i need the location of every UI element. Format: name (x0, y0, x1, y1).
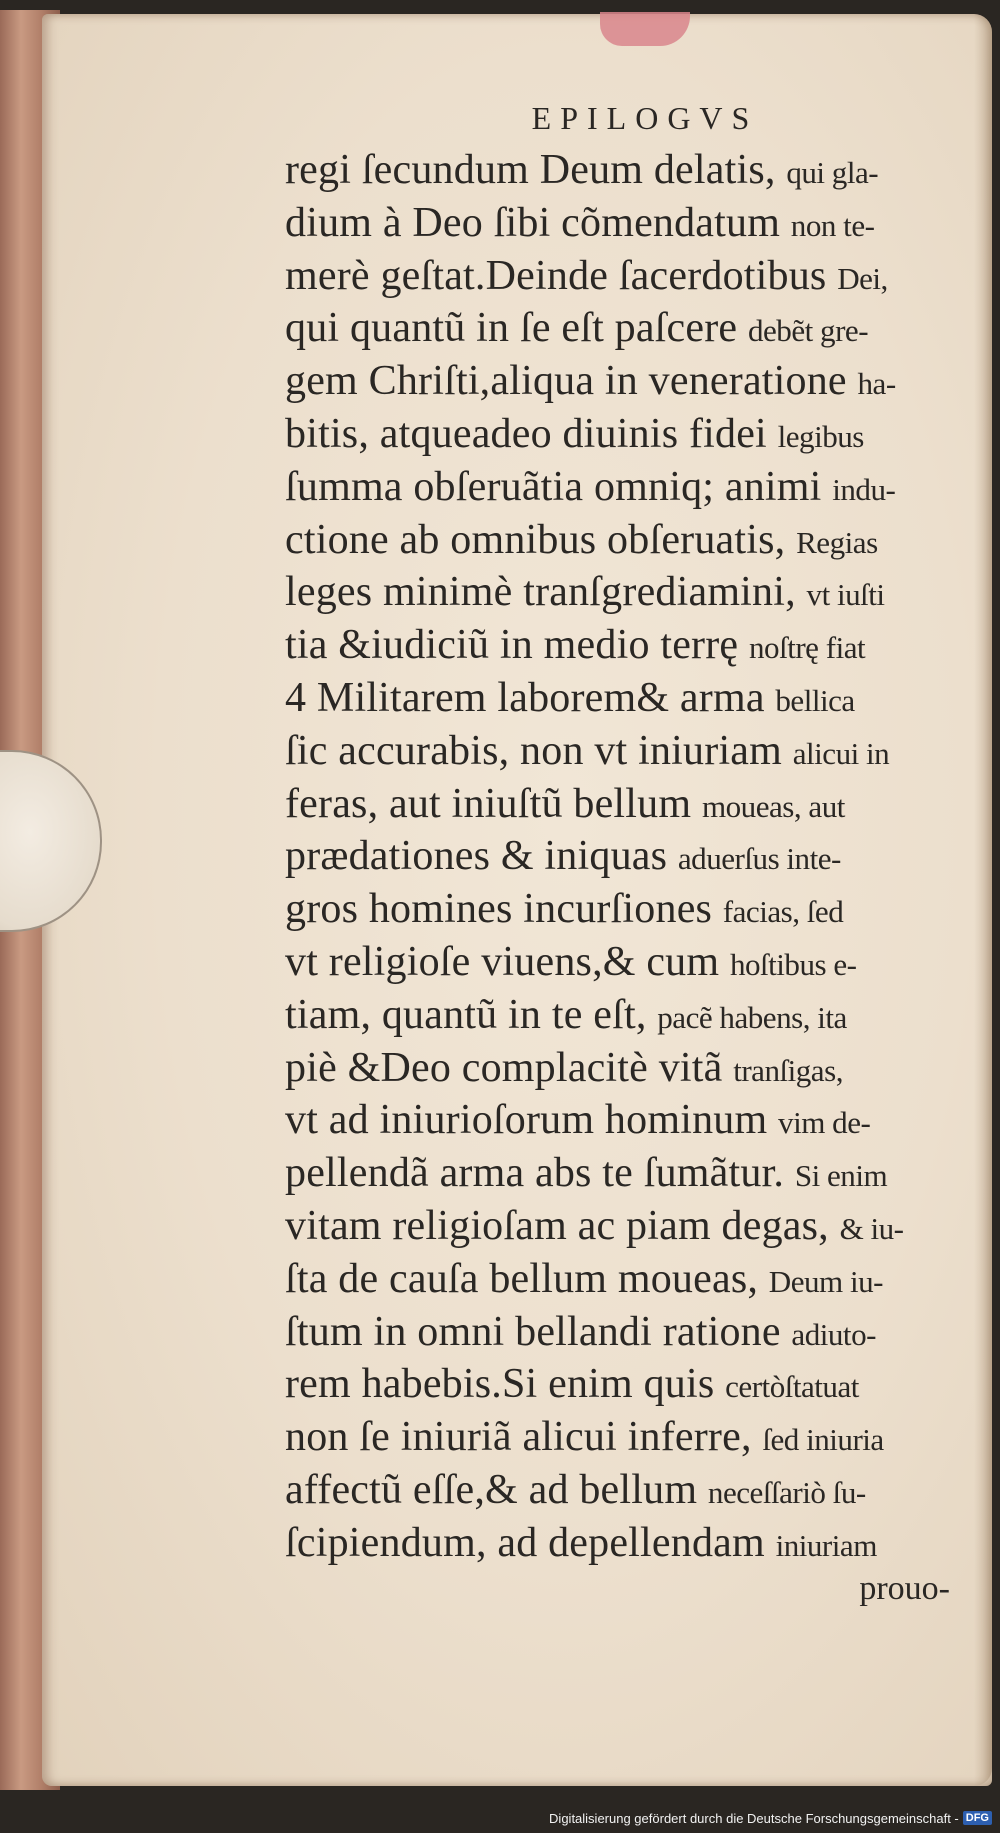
text-line (285, 1147, 965, 1200)
line-compressed-text: bellica (775, 682, 855, 718)
line-main-text: gros homines incurſiones (285, 886, 713, 933)
line-compressed-text: aduerſus inte- (677, 841, 841, 877)
line-main-text: ſumma obſeruãtia omniq; animi (285, 463, 822, 510)
line-main-text: vt ad iniurioſorum hominum (285, 1097, 768, 1144)
line-main-text: prædationes & iniquas (285, 833, 668, 880)
line-main-text: non ſe iniuriã alicui inferre, (285, 1414, 752, 1461)
text-line (285, 778, 965, 831)
line-main-text: ſtum in omni bellandi ratione (285, 1308, 781, 1355)
line-compressed-text: vim de- (778, 1105, 871, 1141)
line-main-text: ctione ab omnibus obſeruatis, (285, 516, 786, 563)
text-block (285, 96, 965, 1608)
line-compressed-text: alicui in (792, 735, 890, 771)
line-main-text: 4 Militarem laborem& arma (285, 674, 765, 721)
line-main-text: leges minimè tranſgrediamini, (285, 569, 796, 616)
footer-text: Digitalisierung gefördert durch die Deutsche Forschungsgemeinschaft - (549, 1810, 959, 1826)
line-compressed-text: moueas, aut (701, 788, 845, 824)
line-main-text: pellendã arma abs te ſumãtur. (285, 1150, 785, 1197)
line-main-text: rem habebis.Si enim quis (285, 1361, 715, 1408)
text-line (285, 725, 965, 778)
line-main-text: dium à Deo ſibi cõmendatum (285, 199, 781, 246)
line-compressed-text: Deum iu- (768, 1263, 884, 1299)
line-main-text: gem Chriſti,aliqua in veneratione (285, 358, 847, 405)
line-compressed-text: indu- (832, 471, 896, 507)
text-line (285, 355, 965, 408)
line-main-text: tia &iudiciũ in medio terrę (285, 622, 739, 669)
text-line (285, 830, 965, 883)
line-main-text: merè geſtat.Deinde ſacerdotibus (285, 252, 827, 299)
red-ink-stain (600, 12, 690, 46)
text-line (285, 197, 965, 250)
text-line (285, 619, 965, 672)
line-main-text: affectũ eſſe,& ad bellum (285, 1466, 698, 1513)
line-compressed-text: facias, ſed (722, 894, 844, 930)
text-lines (285, 144, 965, 1570)
text-line (285, 1358, 965, 1411)
running-head: EPILOGVS (531, 100, 759, 136)
line-compressed-text: pacẽ habens, ita (657, 999, 847, 1035)
text-line (285, 461, 965, 514)
line-main-text: tiam, quantũ in te eſt, (285, 991, 647, 1038)
line-compressed-text: legibus (777, 418, 864, 454)
text-line (285, 936, 965, 989)
line-compressed-text: hoſtibus e- (729, 946, 857, 982)
line-compressed-text: certòſtatuat (725, 1369, 859, 1405)
line-compressed-text: adiuto- (791, 1316, 876, 1352)
text-line (285, 1094, 965, 1147)
line-compressed-text: tranſigas, (733, 1052, 843, 1088)
text-line (285, 672, 965, 725)
line-compressed-text: neceſſariò ſu- (707, 1474, 866, 1510)
line-compressed-text: ha- (857, 366, 896, 402)
line-main-text: vitam religioſam ac piam degas, (285, 1202, 829, 1249)
text-line (285, 1464, 965, 1517)
line-main-text: vt religioſe viuens,& cum (285, 938, 720, 985)
line-compressed-text: Dei, (837, 260, 888, 296)
line-compressed-text: vt iuſti (806, 577, 885, 613)
text-line (285, 1306, 965, 1359)
text-line (285, 883, 965, 936)
line-main-text: ſta de cauſa bellum moueas, (285, 1255, 759, 1302)
text-line (285, 1200, 965, 1253)
line-compressed-text: Si enim (794, 1158, 888, 1194)
page-edge-shadow (974, 14, 992, 1786)
line-compressed-text: Regias (796, 524, 878, 560)
dfg-logo: DFG (963, 1811, 992, 1825)
text-line (285, 250, 965, 303)
text-line (285, 989, 965, 1042)
line-compressed-text: & iu- (839, 1210, 904, 1246)
text-line (285, 408, 965, 461)
line-compressed-text: iniuriam (775, 1527, 877, 1563)
line-main-text: bitis, atqueadeo diuinis fidei (285, 410, 767, 457)
line-main-text: ſcipiendum, ad depellendam (285, 1519, 765, 1566)
line-compressed-text: debẽt gre- (747, 313, 869, 349)
line-main-text: regi ſecundum Deum delatis, (285, 147, 776, 193)
line-compressed-text: non te- (790, 207, 875, 243)
digitization-footer (549, 1807, 992, 1829)
text-line (285, 1411, 965, 1464)
line-compressed-text: ſed iniuria (762, 1422, 884, 1458)
text-line (285, 514, 965, 567)
text-line (285, 566, 965, 619)
text-line (285, 144, 965, 197)
line-main-text: feras, aut iniuſtũ bellum (285, 780, 692, 827)
line-main-text: piè &Deo complacitè vitã (285, 1044, 723, 1091)
line-compressed-text: noſtrę fiat (748, 630, 866, 666)
line-compressed-text: qui gla- (786, 155, 879, 190)
text-line (285, 1517, 965, 1570)
text-line (285, 302, 965, 355)
line-main-text: qui quantũ in ſe eſt paſcere (285, 305, 738, 352)
catchword: prouo- (859, 1569, 950, 1607)
text-line (285, 1253, 965, 1306)
text-line (285, 1042, 965, 1095)
line-main-text: ſic accurabis, non vt iniuriam (285, 727, 783, 774)
